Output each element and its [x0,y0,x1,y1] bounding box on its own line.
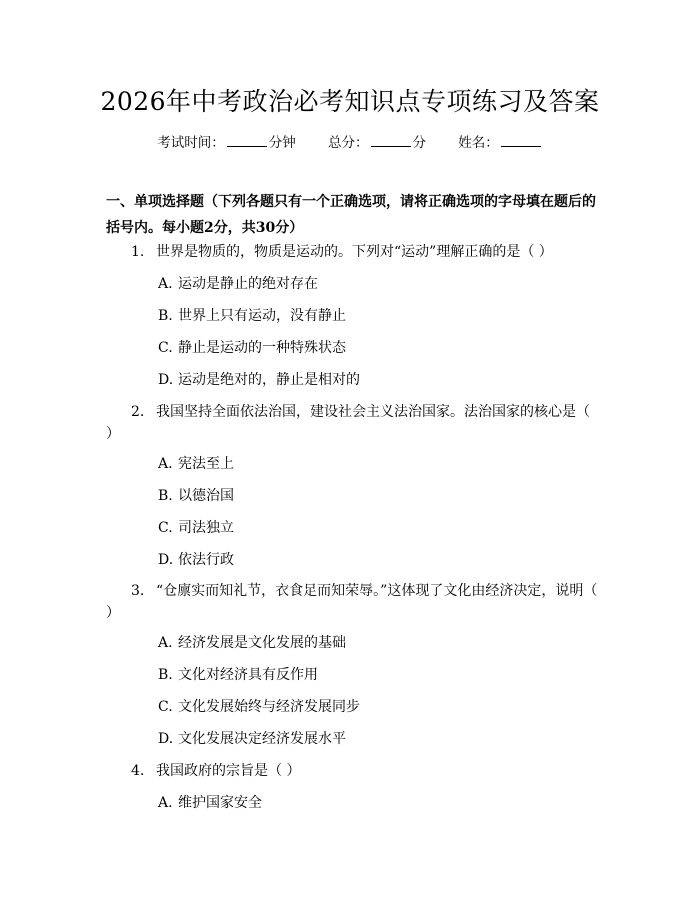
question-2-option-a [158,454,234,474]
option-letter: A. [158,635,173,651]
question-4-option-a [158,793,262,813]
question-4-text: 我国政府的宗旨是（ ） [156,763,301,779]
option-text: 维护国家安全 [178,795,262,811]
option-text: 宪法至上 [178,456,234,472]
question-1-text: 世界是物质的，物质是运动的。下列对“运动”理解正确的是（ ） [156,244,553,260]
question-3-option-c [158,697,360,717]
question-1-option-d [158,370,360,390]
option-text: 依法行政 [178,552,234,568]
question-3-option-b [158,665,318,685]
question-2-number: 2. [131,404,145,420]
option-letter: A. [158,276,173,292]
question-2 [106,401,600,445]
option-letter: C. [158,340,173,356]
question-1-option-c [158,338,346,358]
question-3-number: 3. [131,583,145,599]
question-3-option-d [158,729,346,749]
option-text: 文化发展始终与经济发展同步 [178,699,360,715]
option-text: 经济发展是文化发展的基础 [178,635,346,651]
question-3 [106,580,600,624]
exam-time-label: 考试时间： [157,135,225,151]
section-heading: 一、单项选择题（下列各题只有一个正确选项，请将正确选项的字母填在题后的括号内。每小题2分，共30分） [106,194,596,236]
question-2-option-d [158,550,234,570]
name-field [458,131,543,151]
option-text: 以德治国 [178,488,234,504]
total-score-field [328,131,426,151]
option-text: 世界上只有运动，没有静止 [178,308,346,324]
option-letter: D. [158,372,174,388]
option-letter: B. [158,488,173,504]
option-text: 静止是运动的一种特殊状态 [178,340,346,356]
name-label: 姓名： [458,135,499,151]
option-letter: C. [158,520,173,536]
option-letter: A. [158,456,173,472]
name-blank [501,134,541,147]
question-1-option-b [158,306,346,326]
question-1-number: 1. [131,244,145,260]
question-3-option-a [158,633,346,653]
total-score-unit: 分 [412,135,426,151]
option-letter: B. [158,667,173,683]
exam-time-field [157,131,296,151]
option-letter: B. [158,308,173,324]
exam-time-blank [227,134,267,147]
option-letter: D. [158,552,174,568]
question-3-text: “仓廪实而知礼节，衣食足而知荣辱。”这体现了文化由经济决定，说明（ ） [106,583,598,621]
question-2-option-c [158,518,234,538]
question-4-number: 4. [131,763,145,779]
question-2-option-b [158,486,234,506]
option-letter: A. [158,795,173,811]
document-title: 2026年中考政治必考知识点专项练习及答案 [100,87,600,116]
question-4 [106,760,600,782]
total-score-blank [371,134,411,147]
option-text: 司法独立 [178,520,234,536]
option-text: 运动是绝对的，静止是相对的 [178,372,360,388]
question-1-option-a [158,274,318,294]
exam-info-line [0,131,700,151]
option-text: 运动是静止的绝对存在 [178,276,318,292]
question-2-text: 我国坚持全面依法治国，建设社会主义法治国家。法治国家的核心是（ ） [106,404,590,442]
option-letter: C. [158,699,173,715]
option-letter: D. [158,731,174,747]
exam-time-unit: 分钟 [268,135,296,151]
question-1 [106,241,600,263]
total-score-label: 总分： [328,135,369,151]
option-text: 文化对经济具有反作用 [178,667,318,683]
option-text: 文化发展决定经济发展水平 [178,731,346,747]
